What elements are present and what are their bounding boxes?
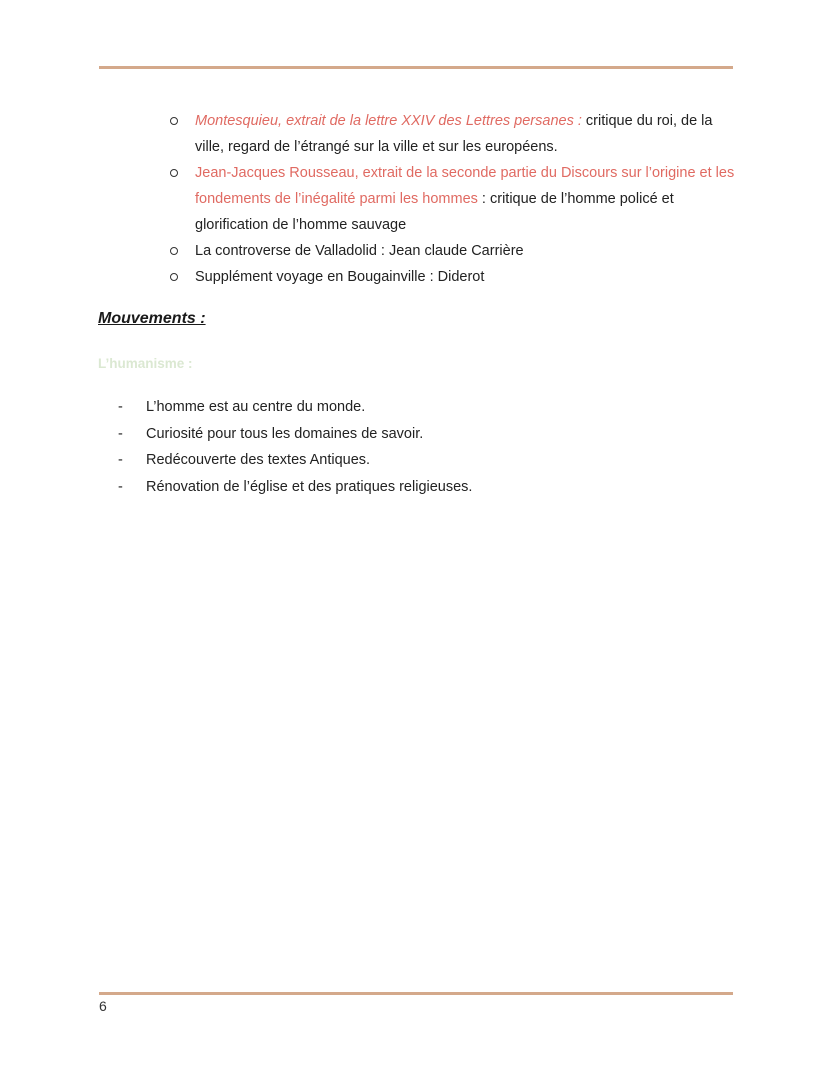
header-rule (99, 66, 733, 69)
work-description: La controverse de Valladolid : Jean claude Carrière (195, 243, 524, 259)
list-item (118, 421, 472, 448)
list-item (170, 108, 740, 160)
work-description: : critique de l’homme policé et glorification de l’homme sauvage (195, 191, 674, 233)
dash-bullet-icon: - (118, 478, 123, 495)
list-item (118, 474, 472, 501)
page-number: 6 (99, 998, 107, 1014)
dash-bullet-icon: - (118, 452, 123, 468)
circle-bullet-icon (170, 169, 178, 177)
list-item (118, 394, 472, 421)
list-item (118, 447, 472, 474)
list-item (170, 238, 740, 264)
list-item-text: Redécouverte des textes Antiques. (146, 452, 371, 468)
humanisme-list (118, 394, 472, 500)
list-item (170, 264, 740, 290)
work-reference: Jean-Jacques Rousseau, extrait de la seconde partie du Discours sur l’origine et les fondements de l’inégalité parmi les hommes (195, 165, 735, 207)
list-item-text: L’homme est au centre du monde. (146, 399, 366, 415)
list-item-text: Rénovation de l’église et des pratiques religieuses. (146, 478, 473, 495)
works-list (170, 108, 740, 290)
list-item-text: Curiosité pour tous les domaines de savoir. (146, 425, 424, 442)
work-reference: Montesquieu, extrait de la lettre XXIV des Lettres persanes : (195, 113, 582, 129)
dash-bullet-icon: - (118, 425, 123, 442)
list-item (170, 160, 740, 238)
circle-bullet-icon (170, 273, 178, 281)
work-description: critique du roi, de la ville, regard de l’étrangé sur la ville et sur les européens. (195, 113, 713, 155)
dash-bullet-icon: - (118, 399, 123, 415)
work-description: Supplément voyage en Bougainville : Diderot (195, 269, 485, 285)
footer-rule (99, 992, 733, 995)
subheading-humanisme: L’humanisme : (98, 356, 193, 371)
circle-bullet-icon (170, 247, 178, 255)
circle-bullet-icon (170, 117, 178, 125)
section-title: Mouvements : (98, 310, 206, 327)
